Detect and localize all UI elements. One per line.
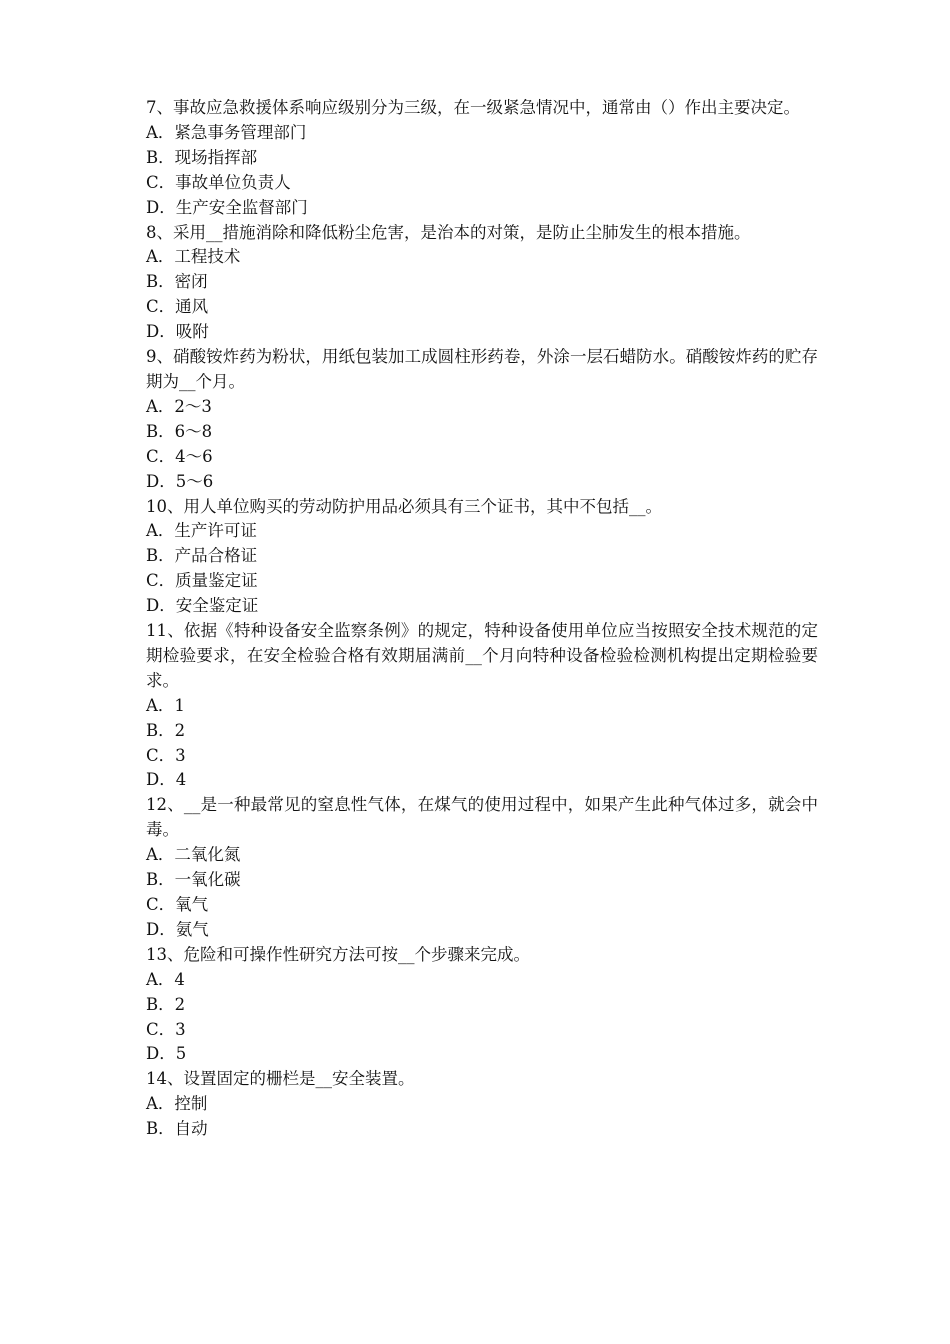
question-14-text: 14、设置固定的栅栏是__安全装置。 (146, 1069, 415, 1089)
question-12-option-b: B．一氧化碳 (146, 870, 241, 890)
question-8-option-b: B．密闭 (146, 272, 208, 292)
question-7-option-b: B．现场指挥部 (146, 147, 258, 167)
question-13-option-c: C．3 (146, 1019, 186, 1039)
question-11-option-a: A．1 (146, 695, 185, 715)
question-7-option-d: D．生产安全监督部门 (146, 197, 308, 217)
question-9-text: 9、硝酸铵炸药为粉状，用纸包装加工成圆柱形药卷，外涂一层石蜡防水。硝酸铵炸药的贮存期为__个月。 (146, 347, 818, 391)
question-10-text: 10、用人单位购买的劳动防护用品必须具有三个证书，其中不包括__。 (146, 496, 662, 516)
question-7-option-c: C．事故单位负责人 (146, 172, 291, 192)
question-8-option-a: A．工程技术 (146, 247, 241, 267)
question-13-text: 13、危险和可操作性研究方法可按__个步骤来完成。 (146, 944, 530, 964)
question-13-option-a: A．4 (146, 969, 185, 989)
question-7-option-a: A．紧急事务管理部门 (146, 122, 307, 142)
question-14-option-b: B．自动 (146, 1119, 208, 1139)
question-10-option-b: B．产品合格证 (146, 546, 258, 566)
question-13-option-b: B．2 (146, 994, 186, 1014)
question-11-option-b: B．2 (146, 720, 186, 740)
question-9-option-b: B．6～8 (146, 421, 213, 441)
question-10-option-a: A．生产许可证 (146, 521, 257, 541)
question-9-option-a: A．2～3 (146, 396, 212, 416)
question-9-option-c: C．4～6 (146, 446, 213, 466)
question-10-option-d: D．安全鉴定证 (146, 596, 259, 616)
question-14-option-a: A．控制 (146, 1094, 208, 1114)
question-12-option-a: A．二氧化氮 (146, 845, 241, 865)
question-7-text: 7、事故应急救援体系响应级别分为三级，在一级紧急情况中，通常由（）作出主要决定。 (146, 98, 800, 117)
question-11-option-c: C．3 (146, 745, 186, 765)
question-list (146, 96, 818, 1142)
question-11-text: 11、依据《特种设备安全监察条例》的规定，特种设备使用单位应当按照安全技术规范的定期检验要求，在安全检验合格有效期届满前__个月向特种设备检验检测机构提出定期检验要求。 (146, 621, 818, 690)
question-13-option-d: D．5 (146, 1044, 187, 1064)
question-8-option-c: C．通风 (146, 297, 209, 317)
question-8-text: 8、采用__措施消除和降低粉尘危害，是治本的对策，是防止尘肺发生的根本措施。 (146, 222, 751, 242)
question-12-option-d: D．氨气 (146, 919, 209, 939)
question-10-option-c: C．质量鉴定证 (146, 571, 258, 591)
question-8-option-d: D．吸附 (146, 322, 209, 342)
question-12-option-c: C．氧气 (146, 895, 209, 914)
question-9-option-d: D．5～6 (146, 471, 214, 491)
question-11-option-d: D．4 (146, 770, 187, 790)
question-12-text: 12、__是一种最常见的窒息性气体，在煤气的使用过程中，如果产生此种气体过多，就会中毒。 (146, 795, 818, 840)
